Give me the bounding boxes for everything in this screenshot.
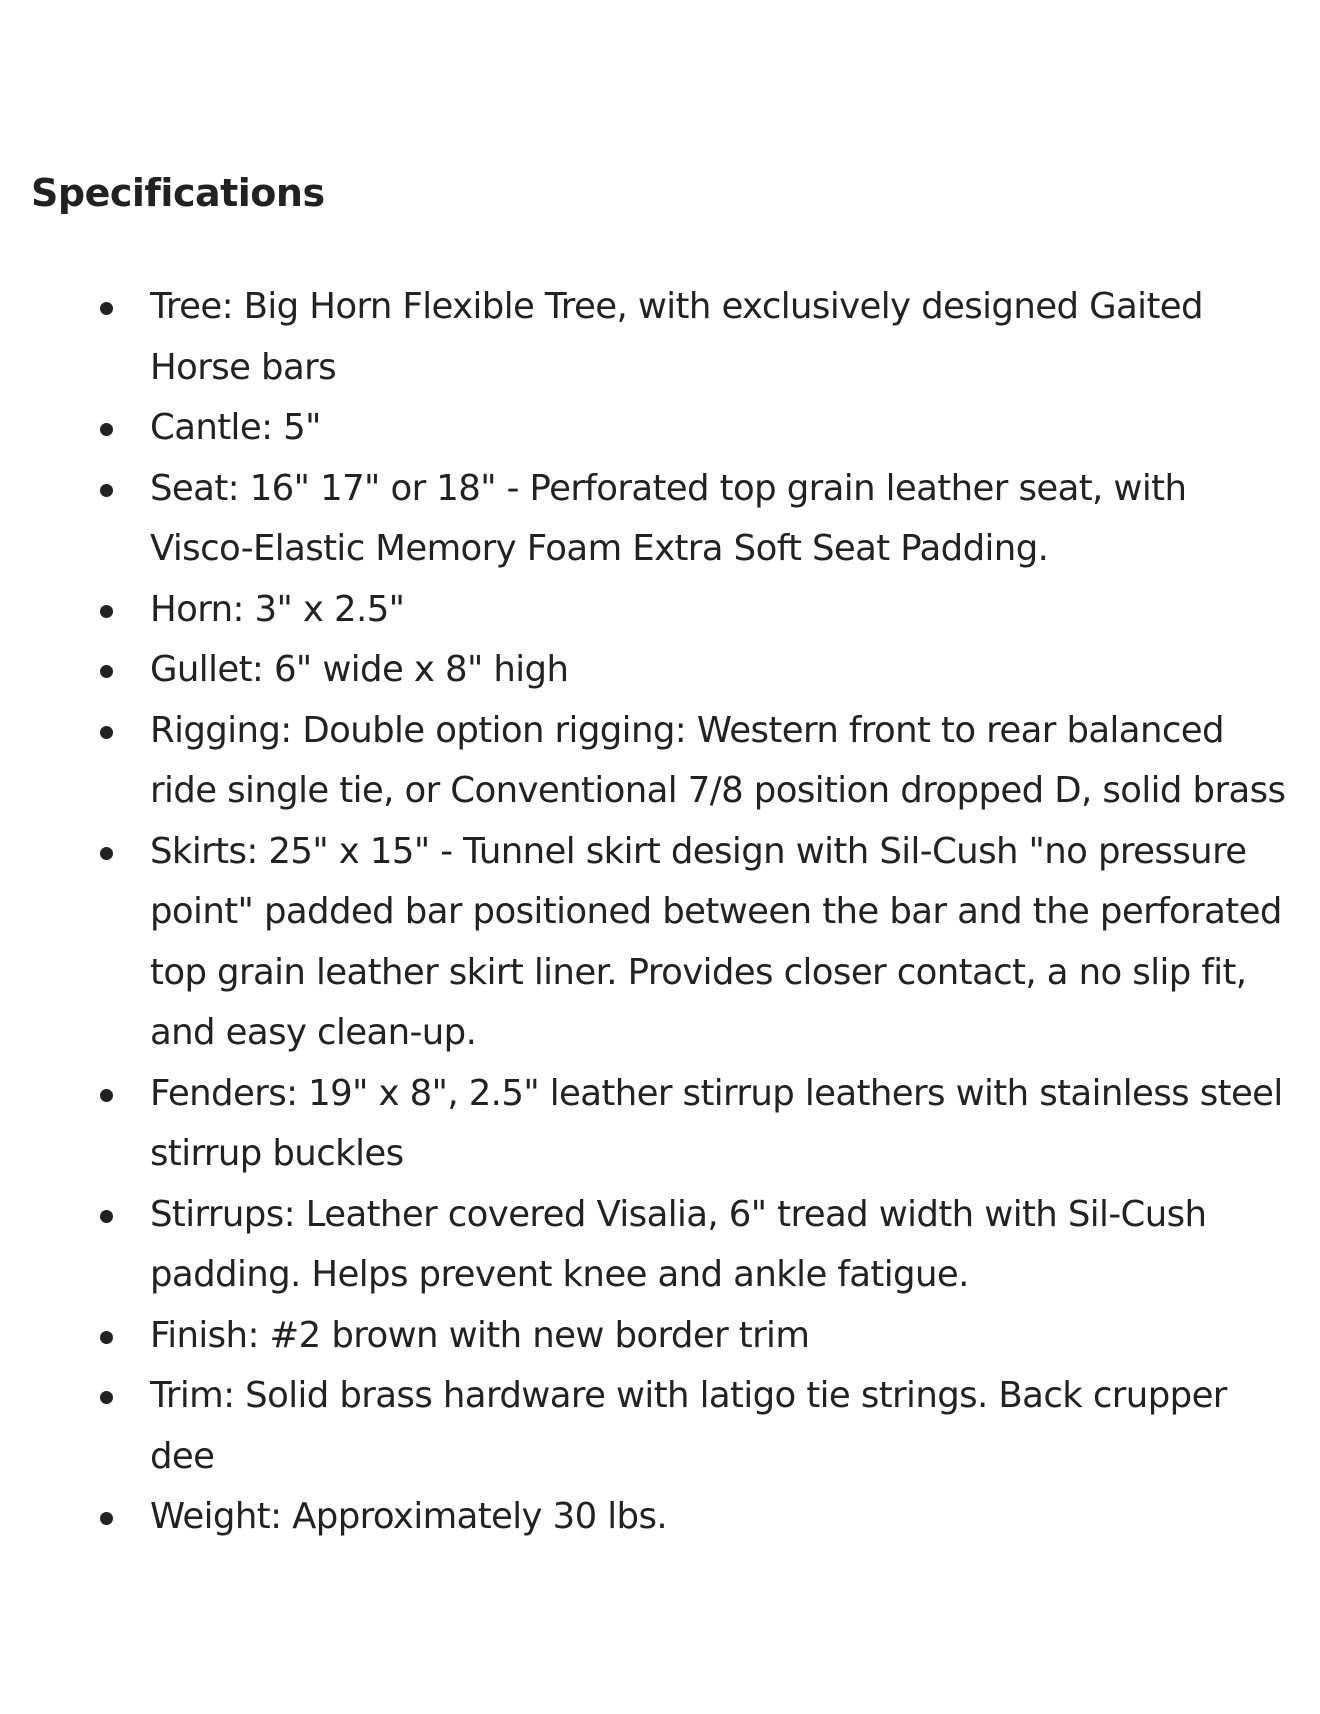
bullet-icon	[100, 665, 113, 678]
spec-item	[150, 459, 1290, 580]
spec-text: Horn: 3" x 2.5"	[150, 588, 405, 630]
spec-item	[150, 398, 1290, 459]
spec-text: Trim: Solid brass hardware with latigo tie strings. Back crupper dee	[150, 1375, 1227, 1477]
spec-item	[150, 1185, 1290, 1306]
spec-item	[150, 701, 1290, 822]
section-heading: Specifications	[31, 171, 325, 215]
bullet-icon	[100, 605, 113, 618]
specifications-list	[150, 277, 1290, 1548]
spec-text: Finish: #2 brown with new border trim	[150, 1314, 810, 1356]
bullet-icon	[100, 1089, 113, 1102]
bullet-icon	[100, 847, 113, 860]
bullet-icon	[100, 726, 113, 739]
spec-text: Stirrups: Leather covered Visalia, 6" tread width with Sil-Cush padding. Helps prevent knee and ankle fatigue.	[150, 1193, 1207, 1295]
spec-text: Tree: Big Horn Flexible Tree, with exclusively designed Gaited Horse bars	[150, 286, 1203, 388]
spec-item	[150, 1487, 1290, 1548]
spec-item	[150, 1366, 1290, 1487]
spec-item	[150, 640, 1290, 701]
bullet-icon	[100, 1210, 113, 1223]
spec-text: Skirts: 25" x 15" - Tunnel skirt design with Sil-Cush "no pressure point" padded bar positioned between the bar and the perforated top grain leather skirt liner. Provides closer contact, a no slip fit, and easy clean-up.	[150, 830, 1282, 1053]
bullet-icon	[100, 1331, 113, 1344]
spec-text: Fenders: 19" x 8", 2.5" leather stirrup leathers with stainless steel stirrup buckles	[150, 1072, 1283, 1174]
spec-text: Seat: 16" 17" or 18" - Perforated top grain leather seat, with Visco-Elastic Memory Foam Extra Soft Seat Padding.	[150, 467, 1187, 569]
spec-text: Gullet: 6" wide x 8" high	[150, 649, 569, 690]
spec-item	[150, 1306, 1290, 1367]
bullet-icon	[100, 1512, 113, 1525]
bullet-icon	[100, 302, 113, 315]
bullet-icon	[100, 1391, 113, 1404]
spec-item	[150, 580, 1290, 641]
spec-text: Rigging: Double option rigging: Western front to rear balanced ride single tie, or Conventional 7/8 position dropped D, solid brass	[150, 709, 1286, 811]
spec-text: Cantle: 5"	[150, 407, 321, 448]
bullet-icon	[100, 423, 113, 436]
spec-item	[150, 1064, 1290, 1185]
spec-item	[150, 822, 1290, 1064]
spec-text: Weight: Approximately 30 lbs.	[150, 1496, 668, 1537]
bullet-icon	[100, 484, 113, 497]
spec-item	[150, 277, 1290, 398]
